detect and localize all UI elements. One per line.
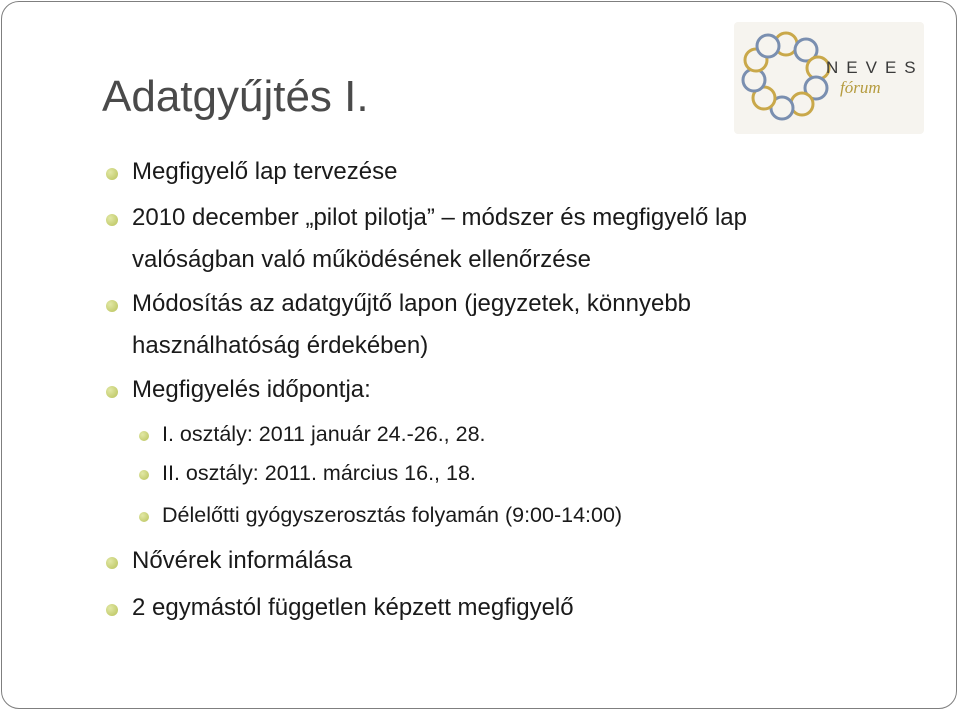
bullet-dot-icon <box>106 557 118 569</box>
bullet-3-line-2: használhatóság érdekében) <box>132 332 429 359</box>
ring-logo-icon <box>734 22 924 134</box>
sub-bullet-dot-icon <box>139 512 149 522</box>
bullet-dot-icon <box>106 168 118 180</box>
logo-script: fórum <box>840 78 881 97</box>
sub-bullet-3: Délelőtti gyógyszerosztás folyamán (9:00-14:00) <box>162 503 623 527</box>
slide <box>1 1 957 709</box>
bullet-2-line-1: 2010 december „pilot pilotja” – módszer és megfigyelő lap <box>132 204 747 231</box>
bullet-dot-icon <box>106 300 118 312</box>
sub-bullet-dot-icon <box>139 470 149 480</box>
bullet-dot-icon <box>106 386 118 398</box>
bullet-6: 2 egymástól független képzett megfigyelő <box>132 594 574 621</box>
sub-bullet-2: II. osztály: 2011. március 16., 18. <box>162 461 476 485</box>
sub-bullet-1: I. osztály: 2011 január 24.-26., 28. <box>162 422 486 446</box>
slide-title: Adatgyűjtés I. <box>102 72 369 121</box>
bullet-3-line-1: Módosítás az adatgyűjtő lapon (jegyzetek, könnyebb <box>132 290 692 317</box>
bullet-dot-icon <box>106 214 118 226</box>
bullet-2-line-2: valóságban való működésének ellenőrzése <box>132 246 591 273</box>
sub-bullet-dot-icon <box>139 431 149 441</box>
neves-forum-logo <box>734 22 924 134</box>
bullet-4: Megfigyelés időpontja: <box>132 376 371 403</box>
bullet-5: Nővérek informálása <box>132 547 353 574</box>
logo-wordmark: NEVES <box>826 58 924 77</box>
bullet-dot-icon <box>106 604 118 616</box>
bullet-1: Megfigyelő lap tervezése <box>132 158 398 185</box>
